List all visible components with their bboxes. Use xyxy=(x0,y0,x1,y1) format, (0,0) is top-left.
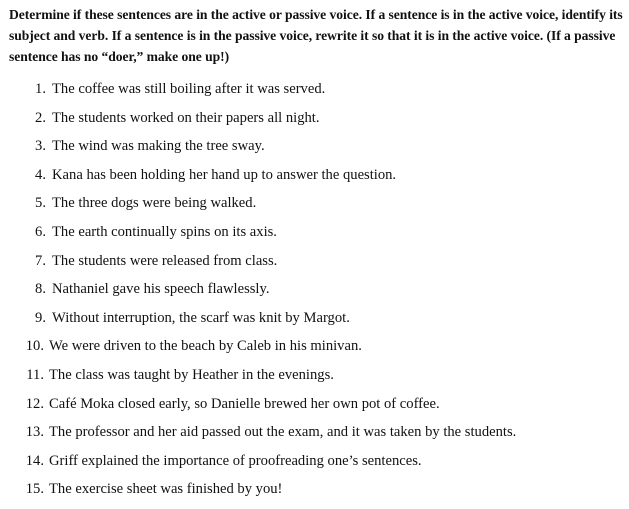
sentence-item-6 xyxy=(9,223,623,252)
sentence-number: 14. xyxy=(25,452,44,469)
sentence-number: 8. xyxy=(35,281,46,298)
sentence-text: Nathaniel gave his speech flawlessly. xyxy=(52,281,270,298)
sentence-text: Griff explained the importance of proofreading one’s sentences. xyxy=(49,452,422,469)
instructions-paragraph: Determine if these sentences are in the active or passive voice. If a sentence is in the active voice, identify its subject and verb. If a sentence is in the passive voice, rewrite it so that it is in the active voice. (If a passive sentence has no “doer,” make one up!) xyxy=(9,7,623,64)
sentence-text: The students were released from class. xyxy=(52,252,278,269)
sentence-item-11 xyxy=(9,366,623,395)
sentence-number: 3. xyxy=(35,138,46,155)
sentence-number: 10. xyxy=(25,338,44,355)
sentence-text: The earth continually spins on its axis. xyxy=(52,223,277,240)
sentence-item-9 xyxy=(9,309,623,338)
sentence-text: The students worked on their papers all night. xyxy=(52,109,320,126)
sentence-number: 2. xyxy=(35,109,46,126)
sentence-number: 15. xyxy=(25,481,44,498)
sentence-item-3 xyxy=(9,137,623,166)
sentence-item-1 xyxy=(9,80,623,109)
sentence-number: 12. xyxy=(25,395,44,412)
sentence-list xyxy=(9,80,623,509)
sentence-item-4 xyxy=(9,166,623,195)
sentence-text: The three dogs were being walked. xyxy=(52,195,257,212)
sentence-text: We were driven to the beach by Caleb in his minivan. xyxy=(49,338,362,355)
sentence-number: 7. xyxy=(35,252,46,269)
sentence-number: 6. xyxy=(35,223,46,240)
sentence-item-5 xyxy=(9,194,623,223)
sentence-text: Café Moka closed early, so Danielle brewed her own pot of coffee. xyxy=(49,395,440,412)
sentence-text: The professor and her aid passed out the exam, and it was taken by the students. xyxy=(49,424,517,441)
sentence-text: The exercise sheet was finished by you! xyxy=(49,481,283,498)
sentence-number: 4. xyxy=(35,166,46,183)
sentence-item-13 xyxy=(9,423,623,452)
sentence-number: 1. xyxy=(35,81,46,97)
sentence-item-15 xyxy=(9,480,623,509)
sentence-text: The coffee was still boiling after it was served. xyxy=(52,81,326,97)
sentence-text: The wind was making the tree sway. xyxy=(52,138,265,155)
sentence-item-2 xyxy=(9,109,623,138)
sentence-text: Without interruption, the scarf was knit by Margot. xyxy=(52,309,350,326)
sentence-item-8 xyxy=(9,280,623,309)
sentence-item-7 xyxy=(9,252,623,281)
sentence-number: 5. xyxy=(35,195,46,212)
sentence-item-14 xyxy=(9,452,623,481)
sentence-text: Kana has been holding her hand up to answer the question. xyxy=(52,166,397,183)
sentence-item-10 xyxy=(9,337,623,366)
sentence-item-12 xyxy=(9,395,623,424)
sentence-number: 11. xyxy=(26,366,44,383)
sentence-number: 9. xyxy=(35,309,46,326)
sentence-text: The class was taught by Heather in the evenings. xyxy=(49,366,334,383)
sentence-number: 13. xyxy=(25,424,44,441)
